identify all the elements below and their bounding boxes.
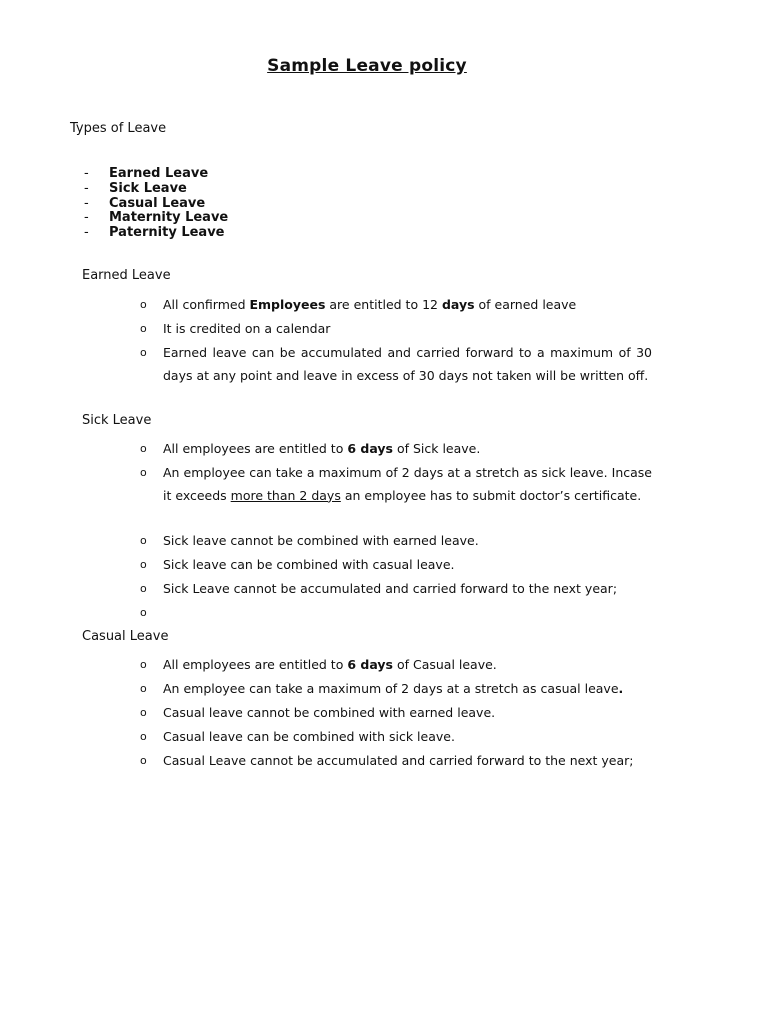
bullet-icon: o (140, 466, 147, 479)
list-item: - Paternity Leave (84, 225, 225, 241)
list-item: o Casual Leave cannot be accumulated and carried forward to the next year; (140, 750, 652, 773)
bullet-icon: o (140, 582, 147, 595)
list-item: - Sick Leave (84, 180, 187, 196)
earned-leave-heading: Earned Leave (82, 268, 171, 283)
sick-leave-heading: Sick Leave (82, 413, 152, 428)
leave-types-list (84, 166, 228, 240)
bullet-icon: o (140, 606, 147, 619)
list-item: o Sick leave can be combined with casual leave. (140, 554, 652, 577)
list-item: o All employees are entitled to 6 days of Casual leave. (140, 654, 652, 677)
list-item: o Casual leave cannot be combined with earned leave. (140, 702, 652, 725)
list-item: - Earned Leave (84, 166, 209, 181)
bullet-icon: o (140, 558, 147, 571)
bullet-icon: o (140, 682, 147, 695)
casual-leave-heading: Casual Leave (82, 629, 169, 644)
bullet-icon: o (140, 730, 147, 743)
list-item: - Maternity Leave (84, 210, 229, 226)
list-item: o It is credited on a calendar (140, 318, 652, 341)
bullet-icon: o (140, 442, 147, 455)
list-item: o All employees are entitled to 6 days of Sick leave. (140, 438, 652, 461)
list-item: o Earned leave can be accumulated and carried forward to a maximum of 30 days at any point and leave in excess of 30 days not taken will be written off. (140, 342, 652, 387)
list-item: o Casual leave can be combined with sick leave. (140, 726, 652, 749)
list-item: o An employee can take a maximum of 2 days at a stretch as casual leave. (140, 678, 652, 701)
list-item: o Sick leave cannot be combined with earned leave. (140, 530, 652, 553)
bullet-icon: o (140, 534, 147, 547)
bullet-icon: o (140, 658, 147, 671)
bullet-icon: o (140, 322, 147, 335)
list-item: - Casual Leave (84, 195, 206, 211)
bullet-icon: o (140, 754, 147, 767)
bullet-icon: o (140, 346, 147, 359)
bullet-icon: o (140, 706, 147, 719)
list-item: o All confirmed Employees are entitled to 12 days of earned leave (140, 294, 652, 317)
list-item: o An employee can take a maximum of 2 days at a stretch as sick leave. Incase it exceeds more than 2 days an employee has to submit doctor’s certificate. (140, 462, 652, 507)
list-item: o Sick Leave cannot be accumulated and carried forward to the next year; (140, 578, 652, 601)
bullet-icon: o (140, 298, 147, 311)
types-of-leave-heading: Types of Leave (70, 121, 167, 136)
page-title: Sample Leave policy (267, 56, 467, 76)
